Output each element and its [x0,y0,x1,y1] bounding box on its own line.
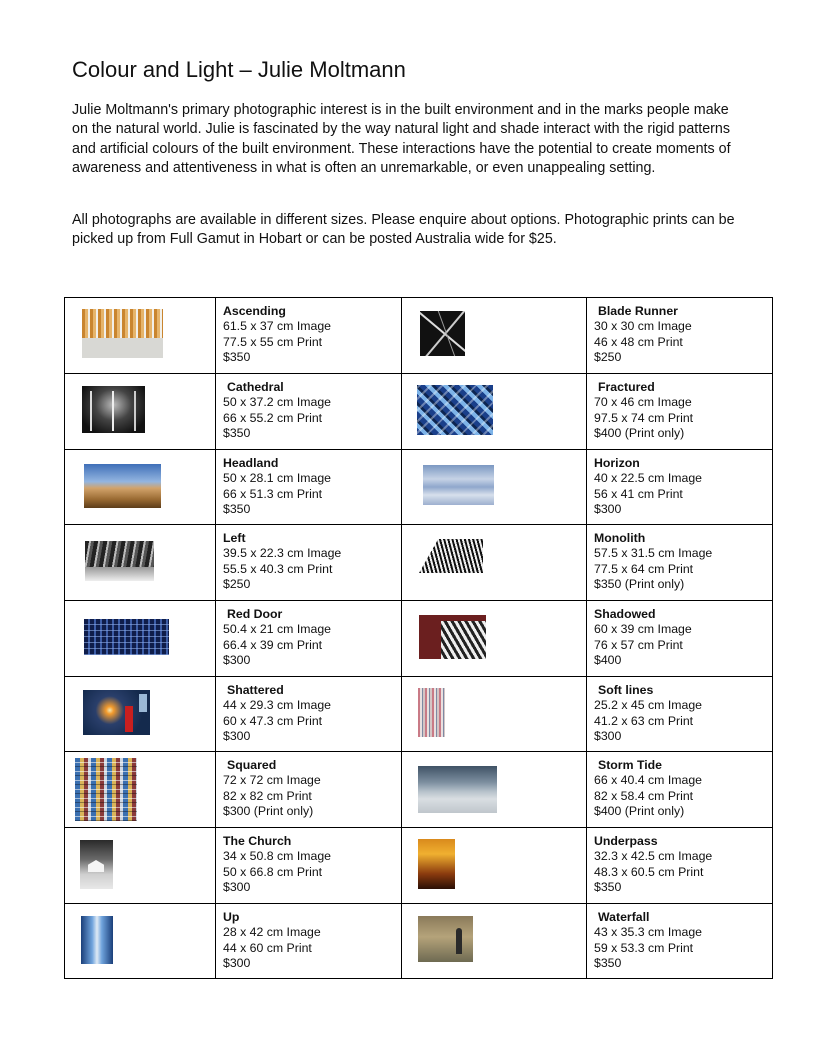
image-size: 39.5 x 22.3 cm Image [223,546,342,561]
image-size: 44 x 29.3 cm Image [223,698,331,713]
photo-details [216,601,402,677]
table-row [65,374,773,450]
price: $400 (Print only) [594,803,685,818]
photo-waterfall [418,916,473,962]
table-row [65,904,773,979]
photo-thumbnail-cell [65,828,216,904]
table-row [65,677,773,752]
print-size: 76 x 57 cm Print [594,637,683,652]
photo-monolith [419,539,483,573]
print-size: 77.5 x 64 cm Print [594,561,694,576]
photo-underpass [418,839,455,889]
photo-details [587,525,773,601]
photo-thumbnail-cell [402,677,587,752]
photo-details [587,828,773,904]
photo-thumbnail-cell [402,450,587,525]
price: $350 [223,501,251,516]
photo-details [587,450,773,525]
photo-title: Waterfall [598,910,650,924]
image-size: 25.2 x 45 cm Image [594,698,702,713]
image-size: 34 x 50.8 cm Image [223,849,331,864]
price: $300 [223,652,251,667]
image-size: 60 x 39 cm Image [594,622,692,637]
photo-thumbnail-cell [65,450,216,525]
price: $400 [594,652,622,667]
image-size: 40 x 22.5 cm Image [594,471,702,486]
photo-catalog-table [64,297,773,979]
print-size: 48.3 x 60.5 cm Print [594,864,704,879]
photo-soft-lines [418,688,445,737]
print-size: 60 x 47.3 cm Print [223,713,323,728]
photo-details [216,904,402,979]
price: $300 [223,728,251,743]
photo-storm-tide [418,766,497,813]
photo-title: Monolith [594,531,646,545]
image-size: 43 x 35.3 cm Image [594,925,702,940]
price: $350 [223,349,251,364]
intro-paragraph: Julie Moltmann's primary photographic interest is in the built environment and in the marks people make on the natural world. Julie is fascinated by the way natural light and shade interact with the rigid patterns and artificial colours of the built environment. These interactions have the potential to create moments of awareness and attentiveness in what is often an unremarkable, or even unappealing setting. [72,102,731,176]
price: $300 [223,955,251,970]
print-size: 55.5 x 40.3 cm Print [223,561,333,576]
photo-title: Ascending [223,304,286,318]
photo-details [216,374,402,450]
photo-details [587,298,773,374]
price: $250 [594,349,622,364]
table-row [65,450,773,525]
photo-thumbnail-cell [65,374,216,450]
availability-paragraph: All photographs are available in different sizes. Please enquire about options. Photographic prints can be picked up from Full Gamut in Hobart or can be posted Australia wide for $25. [72,212,735,248]
price: $300 [594,501,622,516]
price: $300 [594,728,622,743]
print-size: 82 x 82 cm Print [223,788,312,803]
photo-shadowed [419,615,486,659]
photo-thumbnail-cell [65,677,216,752]
photo-details [216,677,402,752]
photo-thumbnail-cell [402,601,587,677]
photo-red-door [84,619,169,655]
price: $350 [223,425,251,440]
photo-thumbnail-cell [65,904,216,979]
photo-title: Cathedral [227,380,284,394]
photo-thumbnail-cell [402,298,587,374]
print-size: 66 x 55.2 cm Print [223,410,323,425]
print-size: 46 x 48 cm Print [594,334,683,349]
photo-title: Horizon [594,456,640,470]
image-size: 50 x 37.2 cm Image [223,395,331,410]
photo-details [587,677,773,752]
photo-title: Underpass [594,834,658,848]
photo-details [587,752,773,828]
photo-thumbnail-cell [65,601,216,677]
photo-title: Soft lines [598,683,654,697]
photo-thumbnail-cell [402,904,587,979]
page-title: Colour and Light – Julie Moltmann [72,57,406,82]
photo-ascending [82,309,163,358]
photo-details [216,450,402,525]
print-size: 77.5 x 55 cm Print [223,334,323,349]
photo-title: Shadowed [594,607,656,621]
photo-details [216,298,402,374]
image-size: 28 x 42 cm Image [223,925,321,940]
table-row [65,752,773,828]
price: $300 [223,879,251,894]
photo-details [587,601,773,677]
image-size: 50.4 x 21 cm Image [223,622,331,637]
photo-title: Blade Runner [598,304,678,318]
photo-thumbnail-cell [65,525,216,601]
photo-title: Storm Tide [598,758,663,772]
price: $400 (Print only) [594,425,685,440]
print-size: 44 x 60 cm Print [223,940,312,955]
price: $300 (Print only) [223,803,314,818]
photo-cathedral [82,386,145,433]
print-size: 41.2 x 63 cm Print [594,713,694,728]
photo-title: Up [223,910,240,924]
image-size: 70 x 46 cm Image [594,395,692,410]
photo-details [587,374,773,450]
photo-up [81,916,113,964]
print-size: 97.5 x 74 cm Print [594,410,694,425]
photo-thumbnail-cell [65,752,216,828]
image-size: 66 x 40.4 cm Image [594,773,702,788]
photo-title: The Church [223,834,292,848]
photo-left [85,541,154,581]
photo-horizon [423,465,494,505]
price: $350 [594,879,622,894]
photo-fractured [417,385,493,435]
image-size: 30 x 30 cm Image [594,319,692,334]
image-size: 32.3 x 42.5 cm Image [594,849,713,864]
image-size: 57.5 x 31.5 cm Image [594,546,713,561]
photo-blade-runner [420,311,465,356]
photo-title: Squared [227,758,277,772]
photo-title: Headland [223,456,279,470]
photo-headland [84,464,161,508]
image-size: 50 x 28.1 cm Image [223,471,331,486]
photo-thumbnail-cell [402,828,587,904]
photo-thumbnail-cell [402,752,587,828]
print-size: 66.4 x 39 cm Print [223,637,323,652]
photo-squared [75,758,137,821]
table-row [65,298,773,374]
image-size: 61.5 x 37 cm Image [223,319,331,334]
photo-title: Shattered [227,683,284,697]
photo-details [587,904,773,979]
price: $350 (Print only) [594,576,685,591]
photo-details [216,828,402,904]
price: $350 [594,955,622,970]
photo-details [216,752,402,828]
print-size: 56 x 41 cm Print [594,486,683,501]
photo-title: Left [223,531,246,545]
print-size: 66 x 51.3 cm Print [223,486,323,501]
print-size: 50 x 66.8 cm Print [223,864,323,879]
print-size: 59 x 53.3 cm Print [594,940,694,955]
table-row [65,601,773,677]
photo-shattered [83,690,150,735]
table-row [65,525,773,601]
table-row [65,828,773,904]
image-size: 72 x 72 cm Image [223,773,321,788]
photo-thumbnail-cell [402,374,587,450]
photo-title: Fractured [598,380,655,394]
photo-the-church [80,840,113,889]
photo-title: Red Door [227,607,283,621]
photo-thumbnail-cell [65,298,216,374]
print-size: 82 x 58.4 cm Print [594,788,694,803]
photo-thumbnail-cell [402,525,587,601]
price: $250 [223,576,251,591]
photo-details [216,525,402,601]
